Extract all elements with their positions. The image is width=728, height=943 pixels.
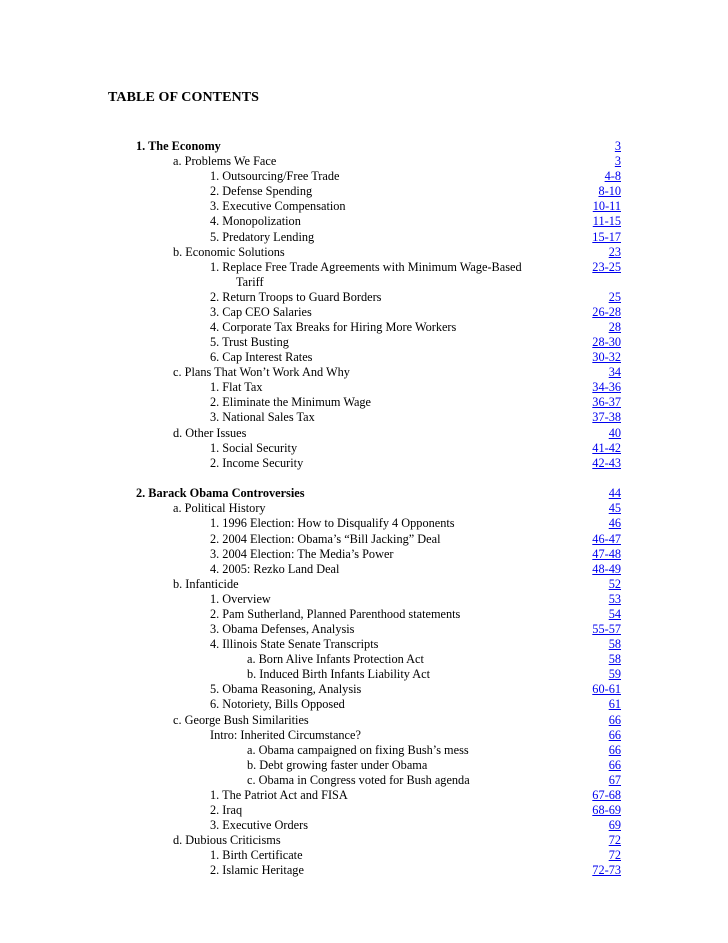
- toc-entry-row: [0, 562, 728, 577]
- toc-page-link[interactable]: 3: [614, 139, 621, 153]
- toc-entry-row: [0, 245, 728, 260]
- toc-entry-label: 4. 2005: Rezko Land Deal: [210, 561, 340, 576]
- toc-entry-label: 5. Trust Busting: [210, 335, 289, 349]
- toc-page-link[interactable]: 42-43: [592, 455, 621, 470]
- toc-page-link[interactable]: 26-28: [592, 304, 621, 319]
- toc-entry-label: a. Problems We Face: [173, 154, 277, 169]
- toc-page-link[interactable]: 61: [608, 697, 621, 712]
- toc-entry-row: [0, 350, 728, 365]
- toc-entry-row: [0, 290, 728, 305]
- toc-entry-row: [0, 426, 728, 441]
- toc-entry-label: 3. Cap CEO Salaries: [210, 304, 312, 319]
- toc-page-link[interactable]: 28-30: [592, 335, 621, 349]
- toc-page-link[interactable]: 53: [608, 591, 621, 606]
- toc-entry-row: [0, 441, 728, 456]
- toc-page-link[interactable]: 68-69: [592, 802, 621, 817]
- toc-entry-row: [0, 773, 728, 788]
- toc-entry-label: a. Political History: [173, 501, 266, 516]
- toc-entry-label: d. Dubious Criticisms: [173, 833, 281, 848]
- toc-entry-label: 5. Predatory Lending: [210, 229, 315, 244]
- toc-page-link[interactable]: 46-47: [592, 531, 621, 546]
- toc-section-title: 1. The Economy: [136, 139, 221, 153]
- toc-entry-row: [0, 305, 728, 320]
- toc-page-link[interactable]: 72: [608, 848, 621, 863]
- toc-page-link[interactable]: 58: [608, 637, 621, 652]
- toc-entry-row: [0, 456, 728, 471]
- toc-entry-row: [0, 516, 728, 531]
- toc-entry-row: [0, 818, 728, 833]
- toc-page-link[interactable]: 25: [608, 289, 621, 304]
- toc-page-link[interactable]: 30-32: [592, 350, 621, 365]
- toc-entry-row: [0, 637, 728, 652]
- toc-page-link[interactable]: 10-11: [592, 199, 621, 214]
- toc-entry-row: [0, 365, 728, 380]
- toc-page-link[interactable]: 72-73: [592, 863, 621, 878]
- toc-entry-row: [0, 622, 728, 637]
- toc-page-link[interactable]: 67-68: [592, 787, 621, 802]
- toc-page-link[interactable]: 69: [608, 818, 621, 832]
- toc-entry-row: [0, 410, 728, 425]
- toc-entry-row: [0, 848, 728, 863]
- toc-page-link[interactable]: 11-15: [592, 214, 621, 229]
- toc-entry-row: [0, 199, 728, 214]
- toc-page-link[interactable]: 58: [608, 652, 621, 667]
- toc-entry-label: 2. Return Troops to Guard Borders: [210, 289, 382, 304]
- toc-entry-row: [0, 697, 728, 712]
- toc-entry-label: 3. Executive Orders: [210, 818, 308, 832]
- toc-entry-label: 6. Cap Interest Rates: [210, 350, 313, 365]
- toc-entry-label: 3. 2004 Election: The Media’s Power: [210, 546, 394, 561]
- toc-entry-label: a. Obama campaigned on fixing Bush’s mess: [247, 742, 469, 757]
- toc-entry-row: [0, 728, 728, 743]
- toc-page-link[interactable]: 66: [608, 757, 621, 772]
- toc-entry-row: [0, 380, 728, 395]
- toc-entry-row: [0, 184, 728, 199]
- toc-page-link[interactable]: 36-37: [592, 395, 621, 410]
- toc-page-link[interactable]: 40: [608, 425, 621, 440]
- toc-page-link[interactable]: 34: [608, 365, 621, 380]
- toc-entry-label: 1. Replace Free Trade Agreements with Minimum Wage-Based: [210, 259, 522, 274]
- toc-entry-label: 4. Corporate Tax Breaks for Hiring More Workers: [210, 320, 457, 334]
- toc-entry-label: c. Obama in Congress voted for Bush agenda: [247, 772, 470, 787]
- toc-entry-label: 1. 1996 Election: How to Disqualify 4 Opponents: [210, 516, 455, 531]
- toc-section-row: [0, 486, 728, 501]
- toc-entry-row: [0, 592, 728, 607]
- toc-entry-row: [0, 395, 728, 410]
- toc-entry-row: [0, 743, 728, 758]
- toc-page-link[interactable]: 55-57: [592, 622, 621, 636]
- toc-entry-row: [0, 320, 728, 335]
- toc-entry-row: [0, 532, 728, 547]
- toc-entry-row: [0, 260, 728, 275]
- toc-entry-label: 1. The Patriot Act and FISA: [210, 787, 348, 802]
- toc-page-link[interactable]: 8-10: [598, 184, 621, 199]
- toc-entry-row: [0, 652, 728, 667]
- toc-entry-label: b. Infanticide: [173, 576, 239, 591]
- toc-entry-label: 1. Birth Certificate: [210, 848, 303, 863]
- toc-entry-label: Intro: Inherited Circumstance?: [210, 727, 361, 742]
- toc-page-link[interactable]: 23: [608, 244, 621, 259]
- toc-entry-row: [0, 275, 728, 290]
- toc-entry-row: [0, 577, 728, 592]
- toc-entry-row: [0, 713, 728, 728]
- toc-entry-label: 2. Iraq: [210, 802, 243, 817]
- toc-entry-label: 4. Illinois State Senate Transcripts: [210, 637, 379, 652]
- toc-entry-row: [0, 335, 728, 350]
- toc-entry-label: b. Economic Solutions: [173, 244, 285, 259]
- toc-entry-row: [0, 547, 728, 562]
- toc-page-link[interactable]: 48-49: [592, 561, 621, 576]
- toc-entry-label: c. Plans That Won’t Work And Why: [173, 365, 350, 380]
- toc-entry-label: 1. Overview: [210, 591, 271, 606]
- toc-entry-label: b. Debt growing faster under Obama: [247, 757, 428, 772]
- toc-entry-row: [0, 682, 728, 697]
- toc-page-link[interactable]: 54: [608, 606, 621, 621]
- toc-page-link[interactable]: 47-48: [592, 546, 621, 561]
- toc-entry-row: [0, 758, 728, 773]
- toc-page-link[interactable]: 60-61: [592, 682, 621, 697]
- toc-page-link[interactable]: 59: [608, 667, 621, 682]
- toc-entry-row: [0, 667, 728, 682]
- toc-entry-row: [0, 230, 728, 245]
- toc-page-link[interactable]: 3: [614, 154, 621, 169]
- toc-page-link[interactable]: 41-42: [592, 440, 621, 455]
- toc-entry-row: [0, 169, 728, 184]
- toc-entry-row: [0, 788, 728, 803]
- toc-title: TABLE OF CONTENTS: [108, 90, 260, 105]
- toc-page-link[interactable]: 37-38: [592, 410, 621, 425]
- toc-entry-label: 2. Eliminate the Minimum Wage: [210, 395, 372, 410]
- toc-entry-label: 6. Notoriety, Bills Opposed: [210, 697, 345, 712]
- toc-page-link[interactable]: 46: [608, 516, 621, 531]
- toc-page-link[interactable]: 23-25: [592, 259, 621, 274]
- toc-entry-label: b. Induced Birth Infants Liability Act: [247, 667, 431, 682]
- toc-page-link[interactable]: 66: [608, 742, 621, 757]
- toc-entry-label: 1. Social Security: [210, 440, 298, 455]
- toc-page-link[interactable]: 44: [608, 486, 621, 501]
- toc-entry-label: 2. Islamic Heritage: [210, 863, 304, 878]
- toc-entry-label: 2. Income Security: [210, 455, 304, 470]
- toc-entry-label: 3. Obama Defenses, Analysis: [210, 622, 355, 636]
- toc-entry-label: 1. Outsourcing/Free Trade: [210, 169, 340, 184]
- toc-page-link[interactable]: 66: [608, 712, 621, 727]
- toc-page-link[interactable]: 66: [608, 727, 621, 742]
- toc-entry-label: d. Other Issues: [173, 425, 247, 440]
- toc-entry-label: 4. Monopolization: [210, 214, 301, 229]
- toc-entry-label: 5. Obama Reasoning, Analysis: [210, 682, 362, 697]
- toc-section-title: 2. Barack Obama Controversies: [136, 486, 305, 501]
- toc-page-link[interactable]: 28: [608, 320, 621, 334]
- toc-entry-row: [0, 833, 728, 848]
- toc-entry-label: 1. Flat Tax: [210, 380, 263, 395]
- toc-entry-label: 2. Pam Sutherland, Planned Parenthood statements: [210, 606, 461, 621]
- toc-page-link[interactable]: 34-36: [592, 380, 621, 395]
- toc-entry-row: [0, 501, 728, 516]
- toc-entry-row: [0, 607, 728, 622]
- toc-entry-row: [0, 214, 728, 229]
- toc-entry-label: 3. National Sales Tax: [210, 410, 315, 425]
- toc-page-link[interactable]: 52: [608, 576, 621, 591]
- toc-page-link[interactable]: 45: [608, 501, 621, 516]
- toc-entry-row: [0, 863, 728, 878]
- toc-page-link[interactable]: 72: [608, 833, 621, 848]
- toc-entry-label: Tariff: [236, 274, 264, 289]
- toc-entry-label: 3. Executive Compensation: [210, 199, 346, 214]
- toc-entry-row: [0, 154, 728, 169]
- toc-page-link[interactable]: 4-8: [604, 169, 621, 184]
- toc-entry-row: [0, 803, 728, 818]
- toc-entry-label: 2. 2004 Election: Obama’s “Bill Jacking” Deal: [210, 531, 441, 546]
- toc-entry-label: 2. Defense Spending: [210, 184, 313, 199]
- toc-page-link[interactable]: 15-17: [592, 229, 621, 244]
- toc-entry-label: c. George Bush Similarities: [173, 712, 309, 727]
- toc-entry-label: a. Born Alive Infants Protection Act: [247, 652, 424, 667]
- toc-page-link[interactable]: 67: [608, 772, 621, 787]
- toc-section-row: [0, 139, 728, 154]
